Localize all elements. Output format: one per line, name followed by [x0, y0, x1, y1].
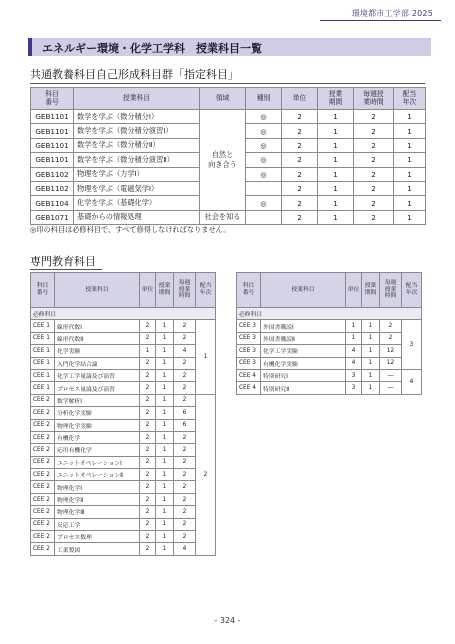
course-row: [31, 506, 216, 518]
course-row: [237, 369, 422, 381]
course-name: プロセス量論及び演習: [55, 382, 140, 394]
course-row: [31, 431, 216, 443]
course-code: CEE 2: [31, 444, 55, 456]
common-section-rule: [30, 83, 425, 84]
course-period: 1: [156, 493, 174, 505]
course-period: 1: [318, 124, 354, 138]
course-name: 特別研究Ⅰ: [261, 369, 346, 381]
course-row: [31, 110, 426, 124]
course-hours: 2: [174, 369, 196, 381]
specialized-table-right: [236, 272, 422, 395]
course-name: 化学工学実験: [261, 345, 346, 357]
course-period: 1: [156, 456, 174, 468]
course-period: 1: [318, 181, 354, 195]
course-hours: 2: [354, 124, 394, 138]
course-hours: 4: [174, 345, 196, 357]
specialized-right-header-row: [237, 273, 422, 308]
course-credit: 2: [140, 444, 156, 456]
course-name: 応用有機化学: [55, 444, 140, 456]
course-row: [31, 394, 216, 406]
column-header: 授業 期間: [362, 273, 380, 308]
course-period: 1: [156, 394, 174, 406]
column-header: 配当 年次: [394, 88, 426, 110]
assigned-year: 3: [402, 320, 422, 370]
course-code: CEE 1: [31, 332, 55, 344]
course-credit: 1: [140, 345, 156, 357]
course-hours: 2: [174, 456, 196, 468]
course-period: 1: [156, 382, 174, 394]
course-code: CEE 2: [31, 469, 55, 481]
course-hours: 2: [174, 481, 196, 493]
course-period: 1: [156, 332, 174, 344]
course-hours: 2: [354, 181, 394, 195]
column-header: 授業 期間: [156, 273, 174, 308]
course-credit: 2: [140, 320, 156, 332]
course-type: [246, 210, 282, 224]
course-code: CEE 2: [31, 531, 55, 543]
course-name: 有機化学実験: [261, 357, 346, 369]
course-name: 外国書購読Ⅱ: [261, 332, 346, 344]
column-header: 配当 年次: [196, 273, 216, 308]
course-row: [31, 456, 216, 468]
course-credit: 2: [282, 181, 318, 195]
course-year: 1: [394, 124, 426, 138]
course-credit: 2: [282, 210, 318, 224]
course-row: [31, 357, 216, 369]
course-period: 1: [318, 196, 354, 210]
course-code: CEE 3: [237, 345, 261, 357]
course-credit: 4: [346, 345, 362, 357]
course-credit: 2: [282, 124, 318, 138]
course-code: CEE 3: [237, 320, 261, 332]
course-name: 有機化学: [55, 431, 140, 443]
course-name: 特別研究Ⅱ: [261, 382, 346, 394]
course-code: GEB1104: [31, 196, 74, 210]
course-credit: 2: [282, 153, 318, 167]
course-name: 物理化学Ⅰ: [55, 481, 140, 493]
course-credit: 2: [140, 543, 156, 555]
required-row: [237, 308, 422, 320]
course-period: 1: [318, 138, 354, 152]
course-hours: 2: [174, 431, 196, 443]
course-name: 物理化学実験: [55, 419, 140, 431]
course-period: 1: [362, 369, 380, 381]
course-type: [246, 181, 282, 195]
course-row: [31, 419, 216, 431]
course-name: 数学を学ぶ（微分積分演習Ⅰ）: [74, 124, 200, 138]
course-code: GEB1101: [31, 110, 74, 124]
page-number: - 324 -: [214, 616, 241, 625]
course-code: CEE 3: [237, 357, 261, 369]
course-period: 1: [362, 382, 380, 394]
course-code: CEE 2: [31, 394, 55, 406]
course-hours: 2: [354, 210, 394, 224]
course-code: GEB1102: [31, 181, 74, 195]
course-period: 1: [156, 543, 174, 555]
course-credit: 3: [346, 382, 362, 394]
course-row: [31, 382, 216, 394]
course-name: ユニットオペレーションⅡ: [55, 469, 140, 481]
course-period: 1: [156, 345, 174, 357]
specialized-section-heading: 専門教育科目: [30, 255, 96, 268]
course-code: CEE 2: [31, 493, 55, 505]
column-header: 単位: [346, 273, 362, 308]
course-hours: 2: [174, 469, 196, 481]
course-code: CEE 2: [31, 481, 55, 493]
course-row: [31, 345, 216, 357]
specialized-table-left: [30, 272, 216, 556]
course-period: 1: [156, 518, 174, 530]
course-period: 1: [156, 431, 174, 443]
course-credit: 2: [282, 110, 318, 124]
course-code: CEE 2: [31, 543, 55, 555]
course-name: 工業製図: [55, 543, 140, 555]
course-hours: 2: [354, 167, 394, 181]
course-row: [31, 210, 426, 224]
course-row: [31, 444, 216, 456]
course-credit: 2: [140, 382, 156, 394]
course-hours: 2: [174, 506, 196, 518]
course-hours: 2: [354, 196, 394, 210]
required-label: 必修科目: [237, 308, 422, 320]
course-credit: 2: [140, 394, 156, 406]
course-period: 1: [362, 332, 380, 344]
column-header: 授業 期間: [318, 88, 354, 110]
course-hours: 2: [174, 357, 196, 369]
course-hours: 12: [380, 345, 402, 357]
course-hours: 2: [354, 110, 394, 124]
course-hours: ―: [380, 369, 402, 381]
course-row: [31, 469, 216, 481]
course-code: GEB1102: [31, 167, 74, 181]
course-code: CEE 1: [31, 382, 55, 394]
column-header: 単位: [282, 88, 318, 110]
course-type: ◎: [246, 138, 282, 152]
course-type: ◎: [246, 110, 282, 124]
course-row: [237, 382, 422, 394]
specialized-section-rule: [30, 269, 102, 270]
course-credit: 2: [282, 138, 318, 152]
course-name: 物理化学Ⅱ: [55, 493, 140, 505]
course-credit: 2: [140, 332, 156, 344]
course-row: [237, 345, 422, 357]
column-header: 授業科目: [261, 273, 346, 308]
course-period: 1: [318, 110, 354, 124]
course-code: CEE 2: [31, 431, 55, 443]
required-label: 必修科目: [31, 308, 216, 320]
course-code: CEE 4: [237, 369, 261, 381]
course-name: 分析化学実験: [55, 407, 140, 419]
course-row: [237, 357, 422, 369]
course-hours: 6: [174, 419, 196, 431]
assigned-year: 2: [196, 394, 216, 555]
course-name: プロセス数理: [55, 531, 140, 543]
course-credit: 1: [346, 320, 362, 332]
column-header: 科目 番号: [31, 273, 55, 308]
course-row: [237, 320, 422, 332]
column-header: 毎週 授業 時間: [380, 273, 402, 308]
course-type: ◎: [246, 167, 282, 181]
column-header: 配当 年次: [402, 273, 422, 308]
course-code: CEE 4: [237, 382, 261, 394]
course-hours: 6: [174, 407, 196, 419]
course-year: 1: [394, 167, 426, 181]
course-name: 入門化学結合論: [55, 357, 140, 369]
course-row: [31, 369, 216, 381]
course-hours: 2: [174, 518, 196, 530]
column-header: 領域: [200, 88, 246, 110]
column-header: 種別: [246, 88, 282, 110]
course-period: 1: [362, 320, 380, 332]
course-name: 外国書購読Ⅰ: [261, 320, 346, 332]
column-header: 単位: [140, 273, 156, 308]
course-credit: 2: [140, 518, 156, 530]
course-row: [31, 493, 216, 505]
course-year: 1: [394, 196, 426, 210]
course-name: 物理を学ぶ（力学Ⅰ）: [74, 167, 200, 181]
course-hours: 12: [380, 357, 402, 369]
course-period: 1: [156, 481, 174, 493]
course-name: 化学実験: [55, 345, 140, 357]
title-band: [28, 38, 431, 56]
course-code: GEB1101: [31, 138, 74, 152]
required-note: ◎印の科目は必修科目で、すべて修得しなければなりません。: [30, 225, 231, 234]
course-hours: 2: [354, 138, 394, 152]
course-credit: 2: [140, 431, 156, 443]
course-hours: 4: [174, 543, 196, 555]
column-header: 科目 番号: [31, 88, 74, 110]
course-period: 1: [318, 153, 354, 167]
domain-cell: 社会を知る: [200, 210, 246, 224]
course-period: 1: [156, 506, 174, 518]
course-hours: 2: [380, 332, 402, 344]
course-credit: 2: [140, 407, 156, 419]
course-year: 1: [394, 210, 426, 224]
course-row: [31, 320, 216, 332]
course-row: [31, 481, 216, 493]
course-period: 1: [156, 407, 174, 419]
title-accent-bar: [28, 38, 32, 56]
course-credit: 2: [140, 481, 156, 493]
course-name: 物理を学ぶ（電磁気学Ⅰ）: [74, 181, 200, 195]
course-hours: 2: [174, 394, 196, 406]
course-code: CEE 1: [31, 369, 55, 381]
course-year: 1: [394, 153, 426, 167]
assigned-year: 4: [402, 369, 422, 394]
running-header: 環境都市工学部 2025: [351, 9, 433, 18]
course-name: 数学を学ぶ（微分積分演習Ⅱ）: [74, 153, 200, 167]
course-name: ユニットオペレーションⅠ: [55, 456, 140, 468]
course-code: CEE 2: [31, 407, 55, 419]
course-period: 1: [156, 419, 174, 431]
course-credit: 2: [282, 167, 318, 181]
course-credit: 2: [140, 419, 156, 431]
specialized-left-header-row: [31, 273, 216, 308]
course-code: CEE 2: [31, 419, 55, 431]
course-row: [31, 543, 216, 555]
course-hours: 2: [174, 382, 196, 394]
course-name: 化学工学量論及び演習: [55, 369, 140, 381]
course-row: [31, 531, 216, 543]
course-year: 1: [394, 110, 426, 124]
course-type: ◎: [246, 153, 282, 167]
column-header: 授業科目: [74, 88, 200, 110]
page-title: エネルギー環境・化学工学科 授業科目一覧: [42, 42, 262, 55]
course-row: [31, 518, 216, 530]
required-row: [31, 308, 216, 320]
course-code: CEE 1: [31, 345, 55, 357]
course-row: [237, 332, 422, 344]
course-hours: 2: [174, 320, 196, 332]
course-credit: 2: [140, 357, 156, 369]
course-type: ◎: [246, 196, 282, 210]
course-name: 基礎からの情報処理: [74, 210, 200, 224]
course-credit: 1: [346, 332, 362, 344]
course-credit: 2: [140, 456, 156, 468]
course-name: 反応工学: [55, 518, 140, 530]
course-row: [31, 332, 216, 344]
course-code: GEB1101: [31, 153, 74, 167]
course-name: 線形代数Ⅱ: [55, 332, 140, 344]
column-header: 科目 番号: [237, 273, 261, 308]
course-hours: 2: [174, 332, 196, 344]
course-period: 1: [318, 210, 354, 224]
course-period: 1: [156, 369, 174, 381]
course-type: ◎: [246, 124, 282, 138]
course-credit: 2: [140, 369, 156, 381]
course-period: 1: [156, 357, 174, 369]
column-header: 授業科目: [55, 273, 140, 308]
course-code: CEE 2: [31, 456, 55, 468]
course-credit: 2: [140, 506, 156, 518]
course-period: 1: [362, 345, 380, 357]
course-credit: 2: [140, 493, 156, 505]
course-name: 化学を学ぶ（基礎化学）: [74, 196, 200, 210]
course-year: 1: [394, 138, 426, 152]
domain-cell: 自然と 向き合う: [200, 110, 246, 211]
course-name: 数学を学ぶ（微分積分Ⅱ）: [74, 138, 200, 152]
common-section-heading: 共通教養科目自己形成科目群「指定科目」: [30, 68, 239, 81]
assigned-year: 1: [196, 320, 216, 394]
course-credit: 2: [140, 531, 156, 543]
course-credit: 2: [140, 469, 156, 481]
common-table-header-row: [31, 88, 426, 110]
course-hours: 2: [174, 493, 196, 505]
course-code: CEE 2: [31, 506, 55, 518]
course-hours: 2: [174, 531, 196, 543]
course-year: 1: [394, 181, 426, 195]
column-header: 毎週授 業時間: [354, 88, 394, 110]
course-credit: 2: [282, 196, 318, 210]
course-code: GEB1101: [31, 124, 74, 138]
course-name: 数学解析Ⅰ: [55, 394, 140, 406]
course-credit: 4: [346, 357, 362, 369]
course-code: CEE 1: [31, 357, 55, 369]
course-period: 1: [156, 320, 174, 332]
course-period: 1: [362, 357, 380, 369]
course-code: CEE 2: [31, 518, 55, 530]
course-period: 1: [318, 167, 354, 181]
course-name: 数学を学ぶ（微分積分Ⅰ）: [74, 110, 200, 124]
course-code: GEB1071: [31, 210, 74, 224]
course-period: 1: [156, 531, 174, 543]
course-name: 線形代数Ⅰ: [55, 320, 140, 332]
course-hours: 2: [354, 153, 394, 167]
course-credit: 3: [346, 369, 362, 381]
course-row: [31, 407, 216, 419]
course-code: CEE 1: [31, 320, 55, 332]
course-code: CEE 3: [237, 332, 261, 344]
course-hours: ―: [380, 382, 402, 394]
course-hours: 2: [380, 320, 402, 332]
header-rule: [320, 20, 441, 21]
course-period: 1: [156, 469, 174, 481]
common-courses-table: [30, 87, 426, 225]
course-name: 物理化学Ⅲ: [55, 506, 140, 518]
column-header: 毎週 授業 時間: [174, 273, 196, 308]
course-hours: 2: [174, 444, 196, 456]
course-period: 1: [156, 444, 174, 456]
